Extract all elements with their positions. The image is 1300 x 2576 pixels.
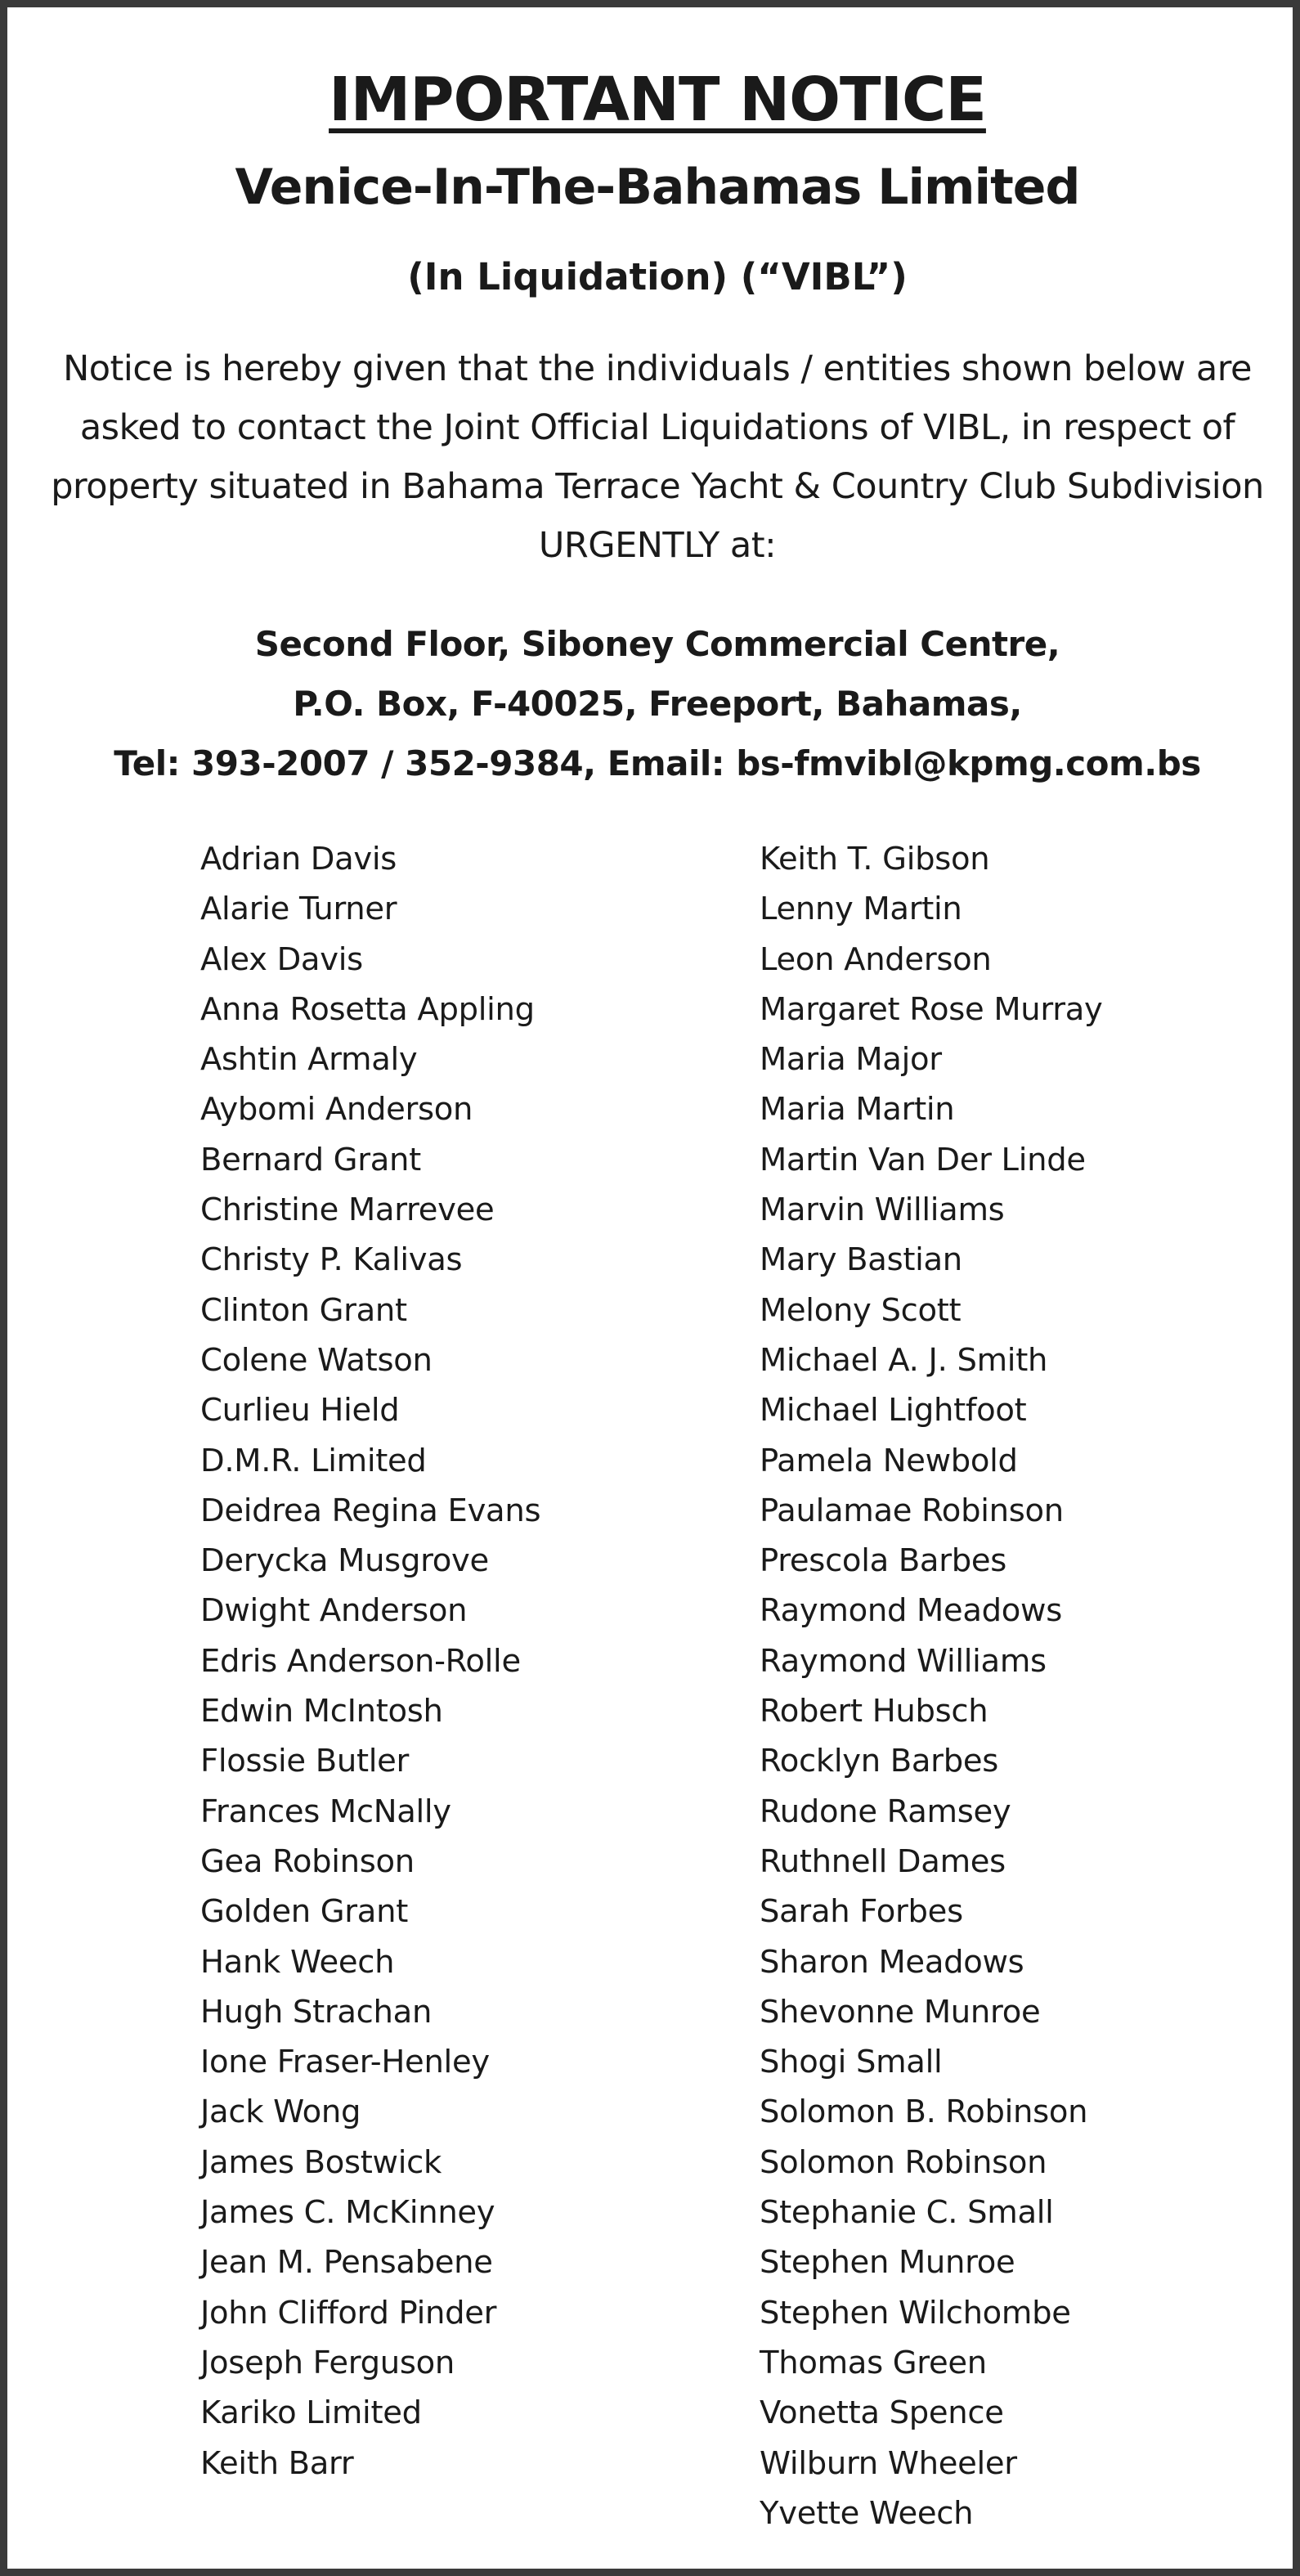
name-list-item: Raymond Meadows [760, 1592, 1062, 1630]
name-list-item: Michael Lightfoot [760, 1392, 1027, 1429]
name-list-item: Hank Weech [200, 1943, 395, 1981]
name-list-item: Dwight Anderson [200, 1592, 468, 1630]
name-list-item: Joseph Ferguson [200, 2344, 455, 2381]
name-list-item: Robert Hubsch [760, 1693, 988, 1730]
notice-title [7, 55, 1300, 145]
name-list-item: Ione Fraser-Henley [200, 2044, 490, 2081]
name-list-item: Bernard Grant [200, 1141, 421, 1178]
name-list-item: Hugh Strachan [200, 1993, 433, 2031]
name-list-item: Edwin McIntosh [200, 1693, 443, 1730]
name-list-item: Keith Barr [200, 2444, 354, 2482]
name-list-item: Leon Anderson [760, 940, 992, 978]
name-list-item: Wilburn Wheeler [760, 2444, 1017, 2482]
name-list-item: Adrian Davis [200, 841, 397, 877]
name-list-item: Vonetta Spence [760, 2394, 1004, 2432]
name-list-item: Stephen Munroe [760, 2244, 1015, 2282]
name-list-item: Margaret Rose Murray [760, 990, 1103, 1028]
name-list-item: Jack Wong [200, 2094, 361, 2131]
name-list-item: Christy P. Kalivas [200, 1241, 463, 1279]
address-line-3: Tel: 393-2007 / 352-9384, Email: bs-fmvibl@kpmg.com.bs [114, 743, 1201, 783]
contact-address [7, 614, 1300, 793]
names-column-left [200, 834, 724, 2488]
name-list-item: Kariko Limited [200, 2394, 422, 2432]
name-list-item: Martin Van Der Linde [760, 1141, 1086, 1178]
address-line-2: P.O. Box, F-40025, Freeport, Bahamas, [293, 684, 1022, 724]
name-list-item: Keith T. Gibson [760, 841, 990, 877]
name-list-item: Sharon Meadows [760, 1943, 1024, 1981]
name-list-item: Gea Robinson [200, 1842, 415, 1880]
name-list-item: Thomas Green [760, 2344, 987, 2381]
name-list-item: D.M.R. Limited [200, 1442, 427, 1479]
name-list-item: Lenny Martin [760, 891, 962, 928]
name-list-item: Rocklyn Barbes [760, 1743, 998, 1780]
name-list-item: Clinton Grant [200, 1291, 407, 1329]
name-list-item: Stephen Wilchombe [760, 2294, 1071, 2331]
name-list-item: Maria Martin [760, 1091, 955, 1129]
address-line-1: Second Floor, Siboney Commercial Centre, [254, 624, 1060, 664]
liquidation-subtitle: (In Liquidation) (“VIBL”) [407, 255, 908, 298]
name-list-item: Sarah Forbes [760, 1893, 963, 1931]
name-list-item: Frances McNally [200, 1793, 451, 1830]
names-column-right [760, 834, 1275, 2538]
name-list-item: Flossie Butler [200, 1743, 410, 1780]
name-list-item: Ruthnell Dames [760, 1842, 1006, 1880]
name-list-item: James C. McKinney [200, 2194, 495, 2232]
name-list-item: Raymond Williams [760, 1642, 1047, 1680]
name-list-item: Curlieu Hield [200, 1392, 400, 1429]
name-list-item: Aybomi Anderson [200, 1091, 473, 1129]
name-list-item: Deidrea Regina Evans [200, 1492, 541, 1529]
name-list-item: Shogi Small [760, 2044, 943, 2081]
name-list-item: Golden Grant [200, 1893, 409, 1931]
notice-title-text: IMPORTANT NOTICE [329, 65, 986, 135]
name-list-item: Rudone Ramsey [760, 1793, 1011, 1830]
name-list-item: Stephanie C. Small [760, 2194, 1054, 2232]
name-list-item: Ashtin Armaly [200, 1041, 418, 1079]
name-list-item: James Bostwick [200, 2143, 442, 2181]
name-list-item: Michael A. J. Smith [760, 1341, 1048, 1379]
name-list-item: Jean M. Pensabene [200, 2244, 493, 2282]
name-list-item: Shevonne Munroe [760, 1993, 1041, 2031]
name-list-item: Solomon B. Robinson [760, 2094, 1088, 2131]
name-list-item: Colene Watson [200, 1341, 433, 1379]
name-list-item: Melony Scott [760, 1291, 962, 1329]
name-list-item: Christine Marrevee [200, 1192, 495, 1229]
name-list-item: Marvin Williams [760, 1192, 1005, 1229]
name-list-item: Mary Bastian [760, 1241, 962, 1279]
notice-intro: Notice is hereby given that the individuals / entities shown below are asked to contact the Joint Official Liquidations of VIBL, in respect of property situated in Bahama Terrace Yacht & Country Club Subdivision URGENTLY at: [51, 348, 1264, 566]
name-list-item: Yvette Weech [760, 2494, 974, 2532]
name-list-item: Paulamae Robinson [760, 1492, 1064, 1529]
name-list-item: Derycka Musgrove [200, 1542, 489, 1580]
name-list-item: Pamela Newbold [760, 1442, 1018, 1479]
name-list-item: Solomon Robinson [760, 2143, 1047, 2181]
name-list-item: Alarie Turner [200, 891, 397, 928]
name-list-item: Prescola Barbes [760, 1542, 1007, 1580]
name-list-item: John Clifford Pinder [200, 2294, 497, 2331]
name-list-item: Maria Major [760, 1041, 942, 1079]
company-name: Venice-In-The-Bahamas Limited [235, 159, 1080, 216]
name-list-item: Anna Rosetta Appling [200, 990, 535, 1028]
name-list-item: Alex Davis [200, 940, 363, 978]
name-list-item: Edris Anderson-Rolle [200, 1642, 521, 1680]
